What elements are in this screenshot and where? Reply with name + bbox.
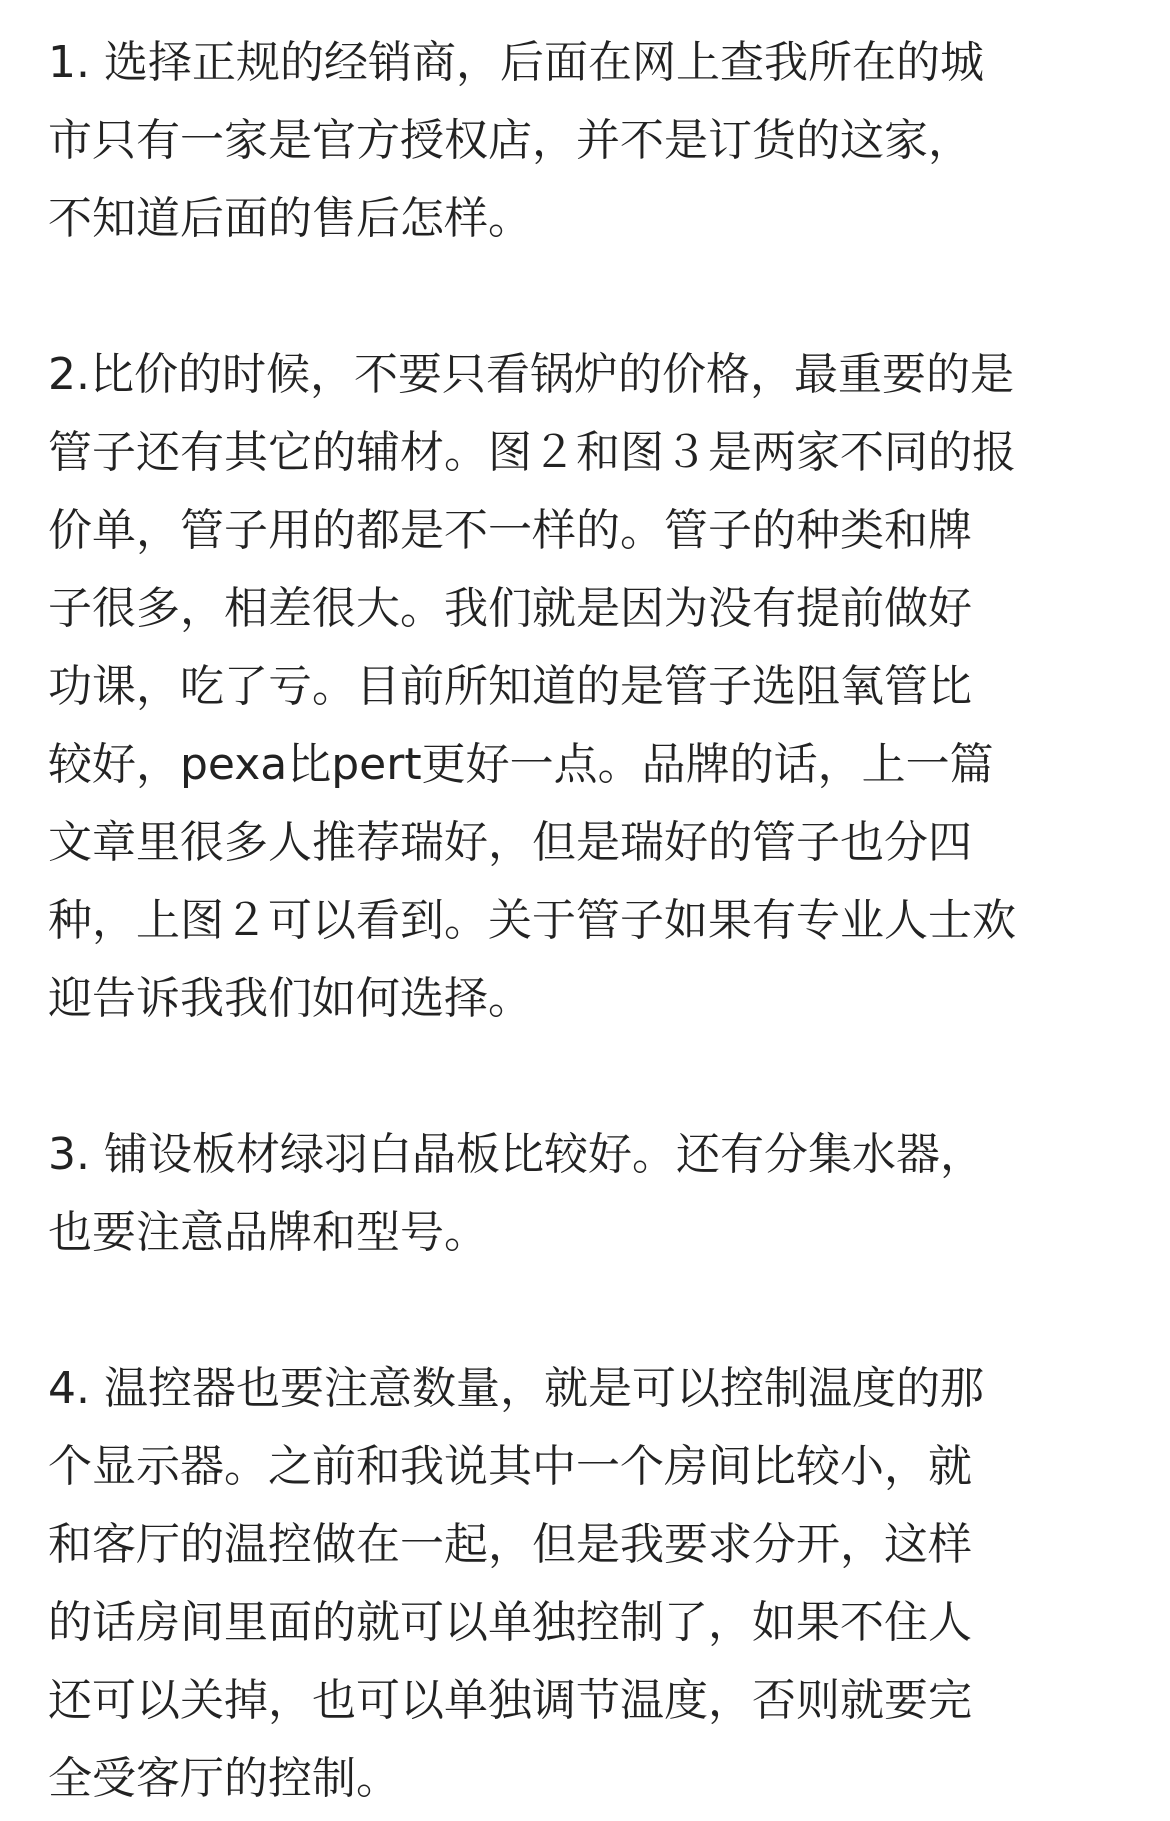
text-line: 功课，吃了亏。目前所知道的是管子选阻氧管比 xyxy=(48,661,972,712)
text-line: 文章里很多人推荐瑞好，但是瑞好的管子也分四 xyxy=(48,817,972,868)
text-line: 迎告诉我我们如何选择。 xyxy=(48,973,532,1024)
text-line: 2.比价的时候，不要只看锅炉的价格，最重要的是 xyxy=(48,349,1014,400)
paragraph-1 xyxy=(48,24,1128,258)
paragraph-3 xyxy=(48,1116,1128,1272)
paragraph-2 xyxy=(48,336,1128,1038)
text-line: 不知道后面的售后怎样。 xyxy=(48,193,532,244)
text-line: 4. 温控器也要注意数量，就是可以控制温度的那 xyxy=(48,1363,984,1414)
paragraph-4 xyxy=(48,1350,1128,1818)
text-line: 的话房间里面的就可以单独控制了，如果不住人 xyxy=(48,1597,972,1648)
text-line: 子很多，相差很大。我们就是因为没有提前做好 xyxy=(48,583,972,634)
text-line: 也要注意品牌和型号。 xyxy=(48,1207,488,1258)
text-line: 和客厅的温控做在一起，但是我要求分开，这样 xyxy=(48,1519,972,1570)
text-line: 3. 铺设板材绿羽白晶板比较好。还有分集水器， xyxy=(48,1129,984,1180)
text-line: 1. 选择正规的经销商，后面在网上查我所在的城 xyxy=(48,37,984,88)
text-line: 价单，管子用的都是不一样的。管子的种类和牌 xyxy=(48,505,972,556)
text-line: 种，上图２可以看到。关于管子如果有专业人士欢 xyxy=(48,895,1016,946)
text-line: 管子还有其它的辅材。图２和图３是两家不同的报 xyxy=(48,427,1016,478)
text-line: 市只有一家是官方授权店，并不是订货的这家， xyxy=(48,115,972,166)
text-line: 较好，pexa比pert更好一点。品牌的话，上一篇 xyxy=(48,739,994,790)
text-line: 全受客厅的控制。 xyxy=(48,1753,400,1804)
text-line: 还可以关掉，也可以单独调节温度，否则就要完 xyxy=(48,1675,972,1726)
article-body xyxy=(48,24,1128,1818)
text-line: 个显示器。之前和我说其中一个房间比较小，就 xyxy=(48,1441,972,1492)
